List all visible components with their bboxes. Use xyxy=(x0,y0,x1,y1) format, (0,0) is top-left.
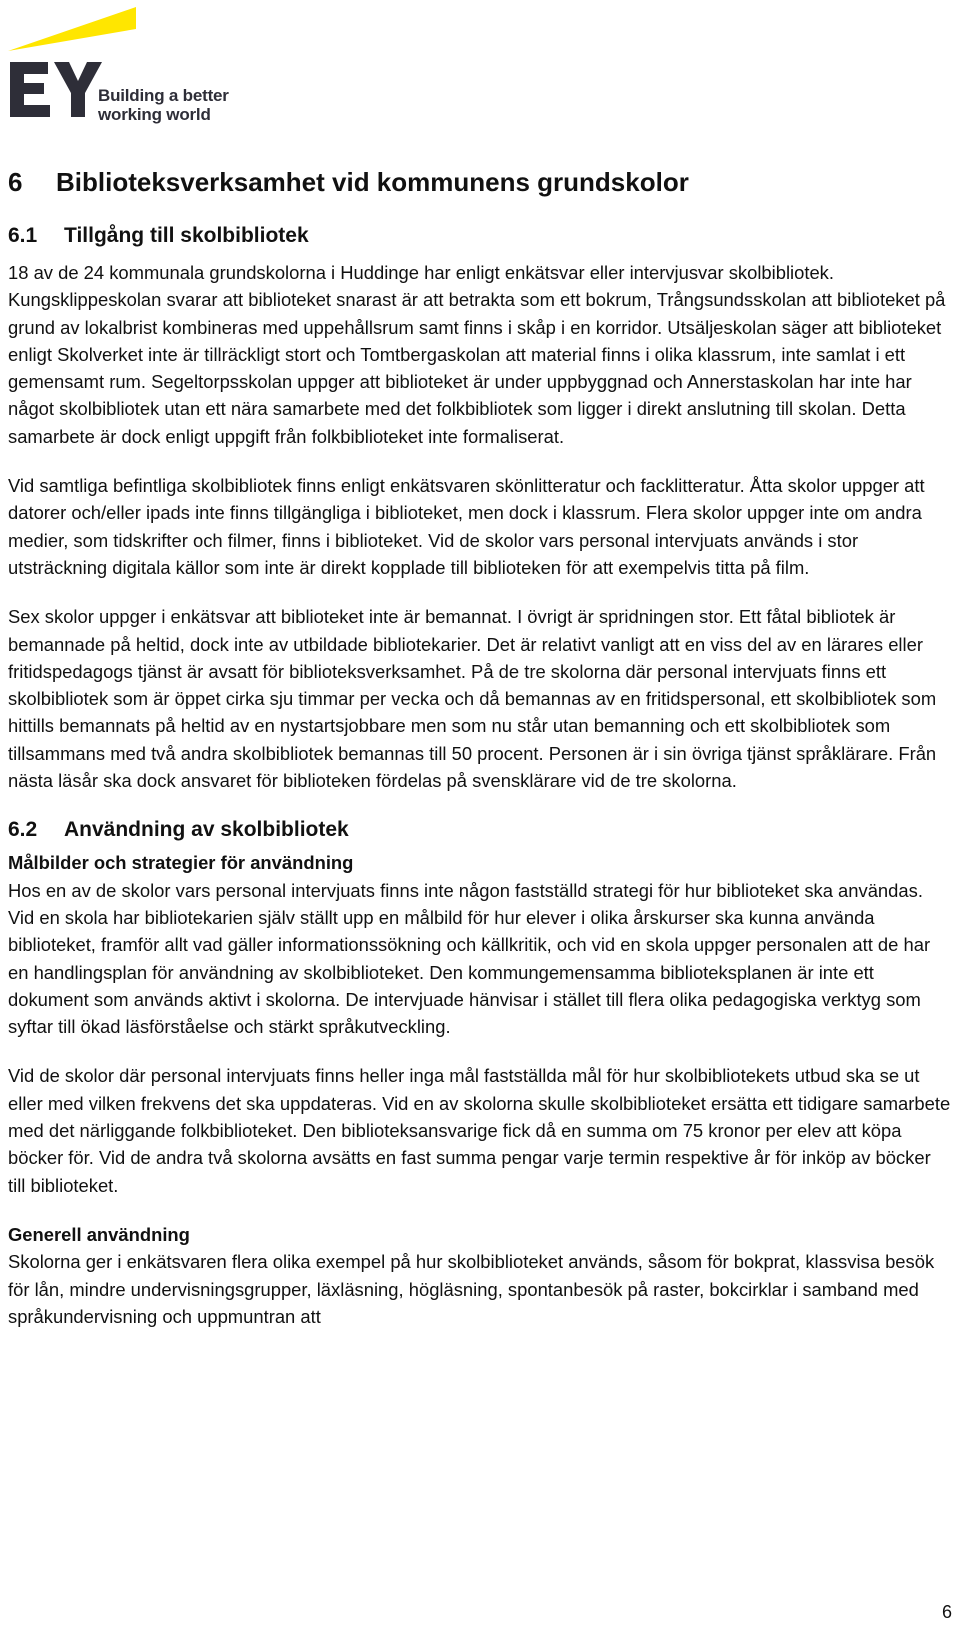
subsection-heading: Generell användning xyxy=(8,1223,190,1245)
ey-logo-beam xyxy=(8,7,136,51)
paragraph: Sex skolor uppger i enkätsvar att biblioteket inte är bemannat. I övrigt är spridningen stor. Ett fåtal bibliotek är bemannade på heltid, dock inte av utbildade bibliotekarier. Det är relativt vanligt att en viss del av en lärares eller fritidspedagogs tjänst är avsatt för biblioteksverksamhet. På de tre skolorna där personal intervjuats finns ett skolbibliotek som är öppet cirka sju timmar per vecka och då bemannas av en fritidspersonal, ett skolbibliotek som hittills bemannats på heltid av en nystartsjobbare men som nu står utan bemanning och ett skolbibliotek som tillsammans med två andra skolbibliotek bemannas till 50 procent. Personen är i sin övriga tjänst språklärare. Från nästa läsår ska dock ansvaret för biblioteken fördelas på svensklärare vid de tre skolorna. xyxy=(8,606,937,792)
section-heading-6-2 xyxy=(8,816,953,843)
page-number: 6 xyxy=(941,1602,952,1622)
section-title: Tillgång till skolbibliotek xyxy=(64,224,309,247)
section-heading-6-1 xyxy=(8,222,953,249)
ey-tagline-line2: working world xyxy=(98,105,211,124)
paragraph: Skolorna ger i enkätsvaren flera olika exempel på hur skolbiblioteket används, såsom för bokprat, klassvisa besök för lån, mindre undervisningsgrupper, läxläsning, högläsning, spontanbesök på raster, bokcirklar i samband med språkundervisning och uppmuntran att xyxy=(8,1251,935,1327)
paragraph: Vid de skolor där personal intervjuats finns heller inga mål fastställda mål för hur skolbibliotekets utbud ska se ut eller med vilken frekvens det ska uppdateras. Vid en av skolorna skulle skolbiblioteket ersätta ett tidigare samarbete med det närliggande folkbiblioteket. Den biblioteksansvarige fick då en summa om 75 kronor per elev att köpa böcker för. Vid de andra två skolorna avsätts en fast summa pengar varje termin respektive år för inköp av böcker till biblioteket. xyxy=(8,1065,951,1196)
subsection-heading: Målbilder och strategier för användning xyxy=(8,852,354,874)
section-title: Användning av skolbibliotek xyxy=(64,818,349,842)
paragraph: 18 av de 24 kommunala grundskolorna i Huddinge har enligt enkätsvar eller intervjusvar skolbibliotek. Kungsklippeskolan svarar att biblioteket snarast är att betrakta som ett bokrum, Trångsundsskolan att biblioteket på grund av lokalbrist kombineras med uppehållsrum samt finns i skåp i en korridor. Utsäljeskolan säger att biblioteket enligt Skolverket inte är tillräckligt stort och Tomtbergaskolan att material finns i olika klassrum, inte samlat i ett gemensamt rum. Segeltorpsskolan uppger att biblioteket är under uppbyggnad och Annerstaskolan har inte har något skolbibliotek utan ett nära samarbete med det folkbibliotek som ligger i direkt anslutning till skolan. Detta samarbete är dock enligt uppgift från folkbiblioteket inte formaliserat. xyxy=(8,262,946,447)
chapter-number: 6 xyxy=(8,167,23,197)
ey-logo xyxy=(8,4,238,122)
ey-logo-letter-e xyxy=(10,62,50,117)
ey-tagline xyxy=(98,86,229,124)
ey-tagline-line1: Building a better xyxy=(98,86,229,105)
section-number: 6.2 xyxy=(8,818,38,842)
paragraph: Hos en av de skolor vars personal intervjuats finns inte någon fastställd strategi för hur biblioteket ska användas. Vid en skola har bibliotekarien själv ställt upp en målbild för hur elever i olika årskurser ska kunna använda biblioteket, framför allt vad gäller informationssökning och källkritik, och vid en skola uppger personalen att de har en handlingsplan för användning av skolbiblioteket. Den kommungemensamma biblioteksplanen är inte ett dokument som används aktivt i skolorna. De intervjuade hänvisar i stället till flera olika pedagogiska verktyg som syftar till ökad läsförståelse och stärkt språkutveckling. xyxy=(8,879,931,1038)
chapter-title: Biblioteksverksamhet vid kommunens grundskolor xyxy=(56,167,689,197)
ey-logo-letter-y xyxy=(54,62,102,117)
section-number: 6.1 xyxy=(8,224,38,247)
document-body xyxy=(8,166,953,1352)
paragraph: Vid samtliga befintliga skolbibliotek finns enligt enkätsvaren skönlitteratur och facklitteratur. Åtta skolor uppger att datorer och/eller ipads inte finns tillgängliga i biblioteket, men dock i klassrum. Flera skolor uppger inte om andra medier, som tidskrifter och filmer, finns i biblioteket. Vid de skolor vars personal intervjuats används i stor utsträckning digitala källor som inte är direkt kopplade till biblioteken för att exempelvis titta på film. xyxy=(8,475,925,578)
chapter-heading xyxy=(8,166,953,198)
